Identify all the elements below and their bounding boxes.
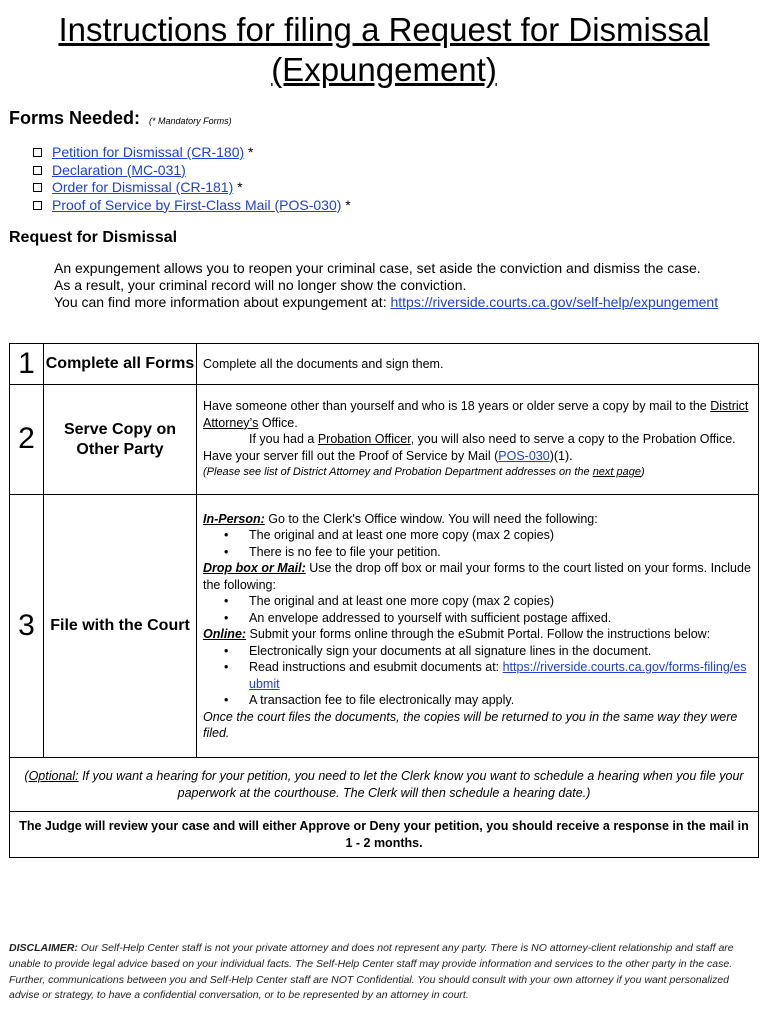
serve-instruction	[203, 398, 752, 431]
text: Have your server fill out the Proof of Service by Mail (	[203, 448, 499, 463]
probation-officer-text: Probation Officer	[317, 432, 411, 447]
optional-row	[10, 758, 759, 812]
judge-note: The Judge will review your case and will either Approve or Deny your petition, you should receive a response in the mail in 1 - 2 months.	[10, 812, 759, 858]
step-label: File with the Court	[44, 495, 197, 758]
optional-label: Optional:	[28, 769, 79, 783]
link-cr180[interactable]: Petition for Dismissal (CR-180)	[52, 144, 245, 160]
list-item: • There is no fee to file your petition.	[247, 544, 752, 561]
link-pos030[interactable]: Proof of Service by First-Class Mail (POS-030)	[52, 196, 342, 213]
list-item: • Electronically sign your documents at all signature lines in the document.	[247, 643, 752, 660]
checkbox-icon[interactable]	[33, 183, 42, 192]
text: )	[641, 466, 645, 479]
disclaimer-label: DISCLAIMER:	[9, 942, 78, 954]
next-page-text: next page	[592, 466, 642, 479]
pos030-link[interactable]: POS-030	[498, 448, 550, 463]
form-item-cr180	[33, 144, 351, 162]
form-item-mc031	[33, 162, 351, 180]
text: , you will also need to serve a copy to the Probation Office.	[410, 432, 736, 447]
in-person-label: In-Person:	[203, 511, 265, 526]
checkbox-icon[interactable]	[33, 148, 42, 157]
form-item-pos030	[33, 197, 351, 215]
dropbox-list	[203, 593, 752, 626]
title-line-2: (Expungement)	[271, 51, 497, 88]
text: Use the drop off box or mail your forms to the court listed on your forms. Include the following:	[203, 561, 751, 592]
mandatory-mark: *	[341, 196, 351, 213]
form-item-cr181	[33, 179, 351, 197]
disclaimer	[9, 941, 761, 1004]
probation-instruction	[203, 431, 752, 448]
step-number: 2	[10, 385, 44, 495]
online-label: Online:	[203, 627, 247, 641]
text: Go to the Clerk's Office window. You will need the following:	[264, 511, 598, 526]
intro-more-info: You can find more information about expungement at:	[54, 294, 391, 310]
text: Have someone other than yourself and who is 18 years or older serve a copy by mail to the	[203, 399, 711, 414]
in-person-section	[203, 511, 752, 528]
step-row-3	[10, 495, 759, 758]
closing-note: Once the court files the documents, the copies will be returned to you in the same way they were filed.	[203, 709, 738, 740]
da-office-text: District Attorney’s	[203, 399, 749, 430]
address-note	[203, 464, 752, 481]
step-row-2	[10, 385, 759, 495]
list-item: • The original and at least one more copy (max 2 copies)	[247, 527, 752, 544]
optional-note	[10, 758, 759, 812]
text: Office.	[258, 415, 298, 430]
expungement-link[interactable]: https://riverside.courts.ca.gov/self-help/expungement	[390, 294, 719, 310]
intro-line-1: An expungement allows you to reopen your criminal case, set aside the conviction and dismiss the case.	[54, 260, 701, 276]
forms-needed-heading	[9, 108, 232, 129]
step-number: 3	[10, 495, 44, 758]
title-line-1: Instructions for filing a Request for Dismissal	[58, 11, 710, 48]
mandatory-note: (* Mandatory Forms)	[149, 116, 232, 126]
esubmit-link[interactable]: https://riverside.courts.ca.gov/forms-filing/esubmit	[249, 660, 747, 691]
text: (	[24, 769, 29, 783]
mandatory-mark: *	[233, 179, 243, 195]
list-item: • An envelope addressed to yourself with sufficient postage affixed.	[247, 610, 752, 627]
judge-row	[10, 812, 759, 858]
list-item: • The original and at least one more copy (max 2 copies)	[247, 593, 752, 610]
online-list	[203, 643, 752, 709]
dropbox-section	[203, 560, 752, 593]
step-number: 1	[10, 344, 44, 385]
step-description	[197, 495, 759, 758]
text: If you had a	[249, 432, 318, 447]
request-heading: Request for Dismissal	[9, 229, 178, 246]
mandatory-mark: *	[244, 144, 254, 160]
link-cr181[interactable]: Order for Dismissal (CR-181)	[52, 179, 234, 195]
text: Read instructions and esubmit documents at:	[249, 660, 503, 674]
text: (Please see list of District Attorney and Probation Department addresses on the	[203, 466, 593, 479]
forms-needed-label: Forms Needed:	[9, 108, 141, 128]
checkbox-icon[interactable]	[33, 166, 42, 175]
online-section	[203, 626, 752, 643]
list-item: • A transaction fee to file electronically may apply.	[247, 692, 752, 709]
intro-text	[54, 260, 759, 311]
checkbox-icon[interactable]	[33, 201, 42, 210]
list-item	[247, 659, 752, 692]
dropbox-label: Drop box or Mail:	[203, 561, 306, 575]
step-row-1	[10, 344, 759, 385]
step-label: Serve Copy on Other Party	[44, 385, 197, 495]
forms-list	[33, 144, 351, 214]
step-description: Complete all the documents and sign them.	[197, 344, 759, 385]
in-person-list	[203, 527, 752, 560]
text: Submit your forms online through the eSubmit Portal. Follow the instructions below:	[246, 627, 711, 641]
disclaimer-text: Our Self-Help Center staff is not your private attorney and does not represent any party. There is NO attorney-client relationship and staff are unable to provide legal advice based on your individual facts. The Self-Help Center staff may provide information and services to the other party in the case. Further, communications between you and Self-Help Center staff are NOT Confidential. You should consult with your own attorney if you want personalized advise or strategy, to have a confidential conversation, or to be represented by an attorney in court.	[9, 942, 734, 1002]
link-mc031[interactable]: Declaration (MC-031)	[52, 161, 186, 178]
text: If you want a hearing for your petition, you need to let the Clerk know you want to schedule a hearing when you file your paperwork at the courthouse. The Clerk will then schedule a hearing date.)	[78, 769, 744, 800]
step-label: Complete all Forms	[44, 344, 197, 385]
intro-line-2: As a result, your criminal record will no longer show the conviction.	[54, 277, 467, 293]
page-title	[0, 10, 768, 90]
steps-table	[9, 343, 759, 858]
text: )(1).	[549, 448, 573, 463]
step-description	[197, 385, 759, 495]
intro-line-3	[54, 294, 759, 311]
proof-instruction	[203, 448, 752, 465]
